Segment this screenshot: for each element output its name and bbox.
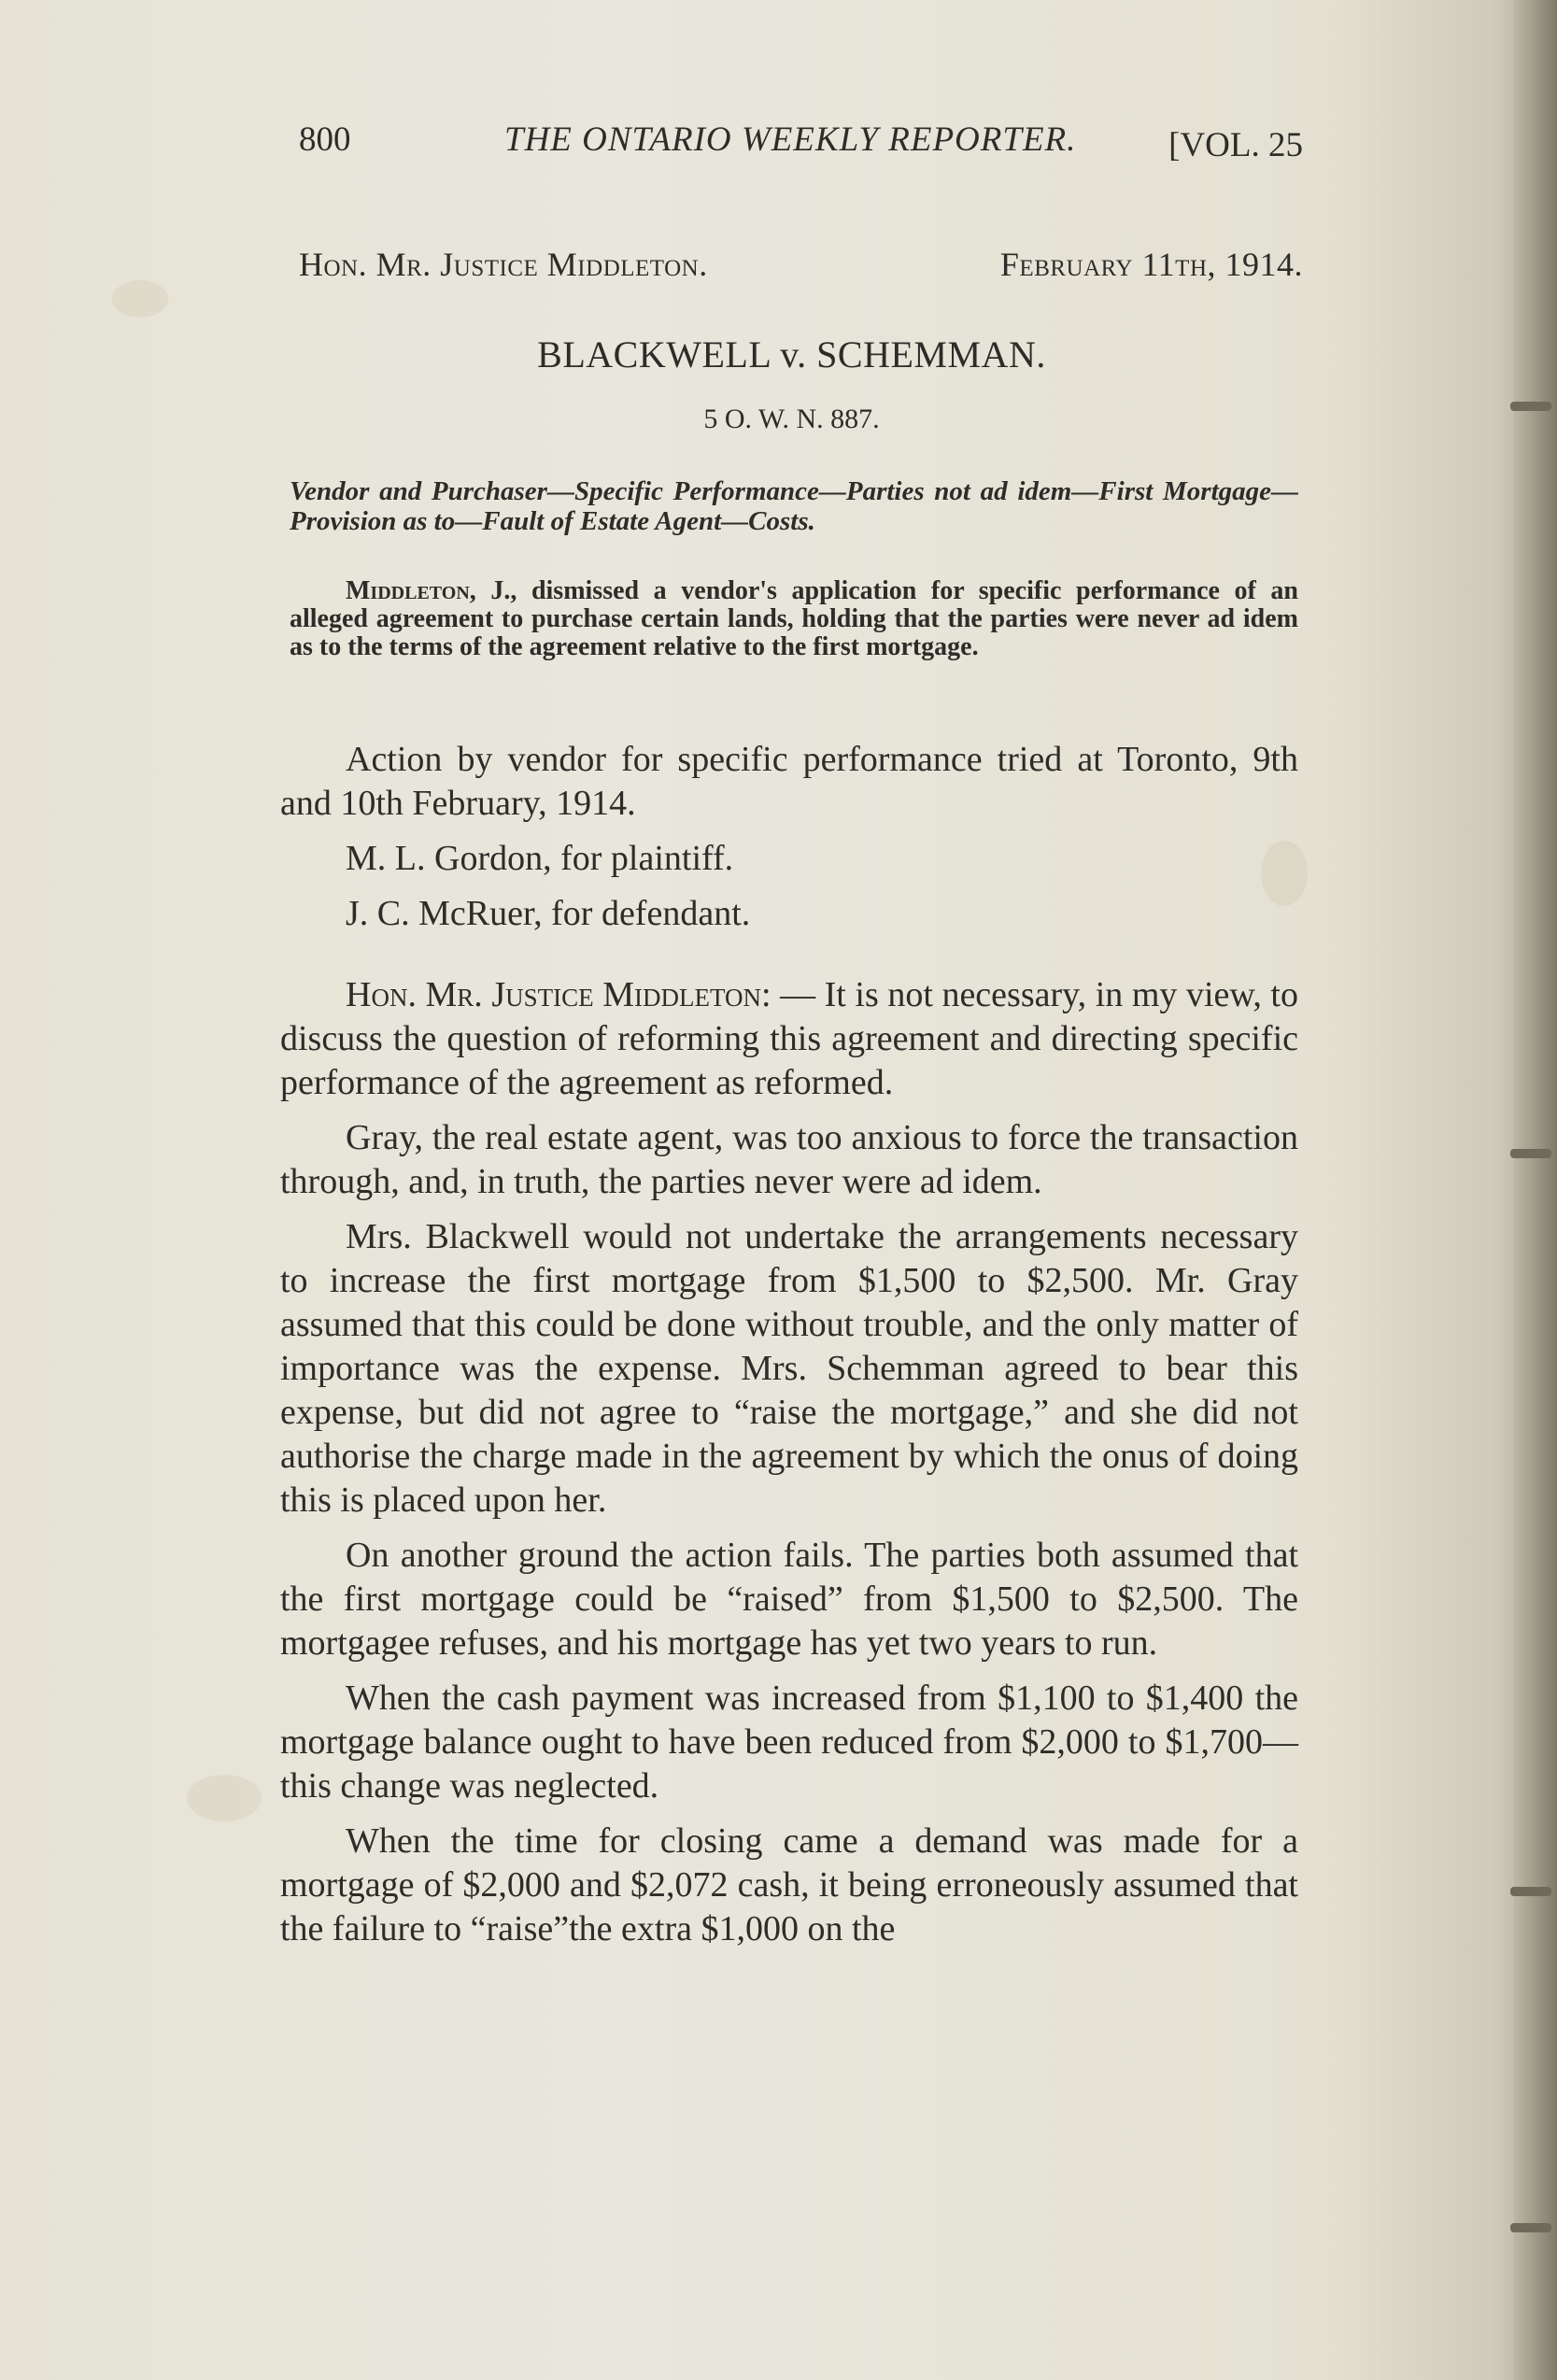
paragraph-gray: Gray, the real estate agent, was too anxious to force the transaction through, and, in truth, the parties never were ad idem.: [280, 1118, 1298, 1201]
decision-date: February 11th, 1914.: [999, 246, 1303, 283]
judgment-body: [280, 738, 1298, 1962]
headnote-text: , dismissed a vendor's application for specific performance of an alleged agreement to purchase certain lands, holding that the parties were never ad idem as to the terms of the agreement relative to the first mortgage.: [290, 576, 1298, 661]
paragraph-another-ground: On another ground the action fails. The parties both assumed that the first mortgage could be “raised” from $1,500 to $2,500. The mortgagee refuses, and his mortgage has yet two years to run.: [280, 1536, 1298, 1663]
speaker-name: Hon. Mr. Justice Middleton: [346, 975, 761, 1014]
running-title: THE ONTARIO WEEKLY REPORTER.: [504, 120, 1077, 159]
running-header: [280, 120, 1303, 166]
paragraph-action: Action by vendor for specific performance tried at Toronto, 9th and 10th February, 1914.: [280, 740, 1298, 823]
headnote-judge: Middleton, J.: [346, 576, 511, 605]
paragraph-judgment-opening: [280, 973, 1298, 1105]
paragraph-defendant-counsel: J. C. McRuer, for defendant.: [346, 894, 751, 933]
volume-label: [VOL. 25: [1168, 126, 1303, 164]
paragraph-blackwell: Mrs. Blackwell would not undertake the arrangements necessary to increase the first mortgage from $1,500 to $2,500. Mr. Gray assumed that this could be done without trouble, and the only matter of importance was the expense. Mrs. Schemman agreed to bear this expense, but did not agree to “raise the mortgage,” and she did not authorise the charge made in the agreement by which the onus of doing this is placed upon her.: [280, 1217, 1298, 1520]
paragraph-closing: When the time for closing came a demand was made for a mortgage of $2,000 and $2,072 cash, it being erroneously assumed that the failure to “raise”the extra $1,000 on the: [280, 1821, 1298, 1948]
case-title: BLACKWELL v. SCHEMMAN.: [537, 333, 1046, 375]
page-number: 800: [299, 120, 351, 159]
book-binding: [1514, 0, 1557, 2380]
judgment-opening-text: : — It is not necessary, in my view, to discuss the question of reforming this agreement and directing specific performance of the agreement as reformed.: [280, 975, 1298, 1102]
paragraph-cash-payment: When the cash payment was increased from $1,100 to $1,400 the mortgage balance ought to have been reduced from $2,000 to $1,700—this change was neglected.: [280, 1679, 1298, 1806]
catchwords: Vendor and Purchaser—Specific Performance—Parties not ad idem—First Mortgage—Provision as to—Fault of Estate Agent—Costs.: [290, 476, 1298, 536]
headnote: [290, 577, 1298, 661]
paragraph-plaintiff-counsel: M. L. Gordon, for plaintiff.: [346, 839, 734, 878]
citation: 5 O. W. N. 887.: [703, 404, 880, 434]
judge-name: Hon. Mr. Justice Middleton.: [299, 246, 708, 283]
